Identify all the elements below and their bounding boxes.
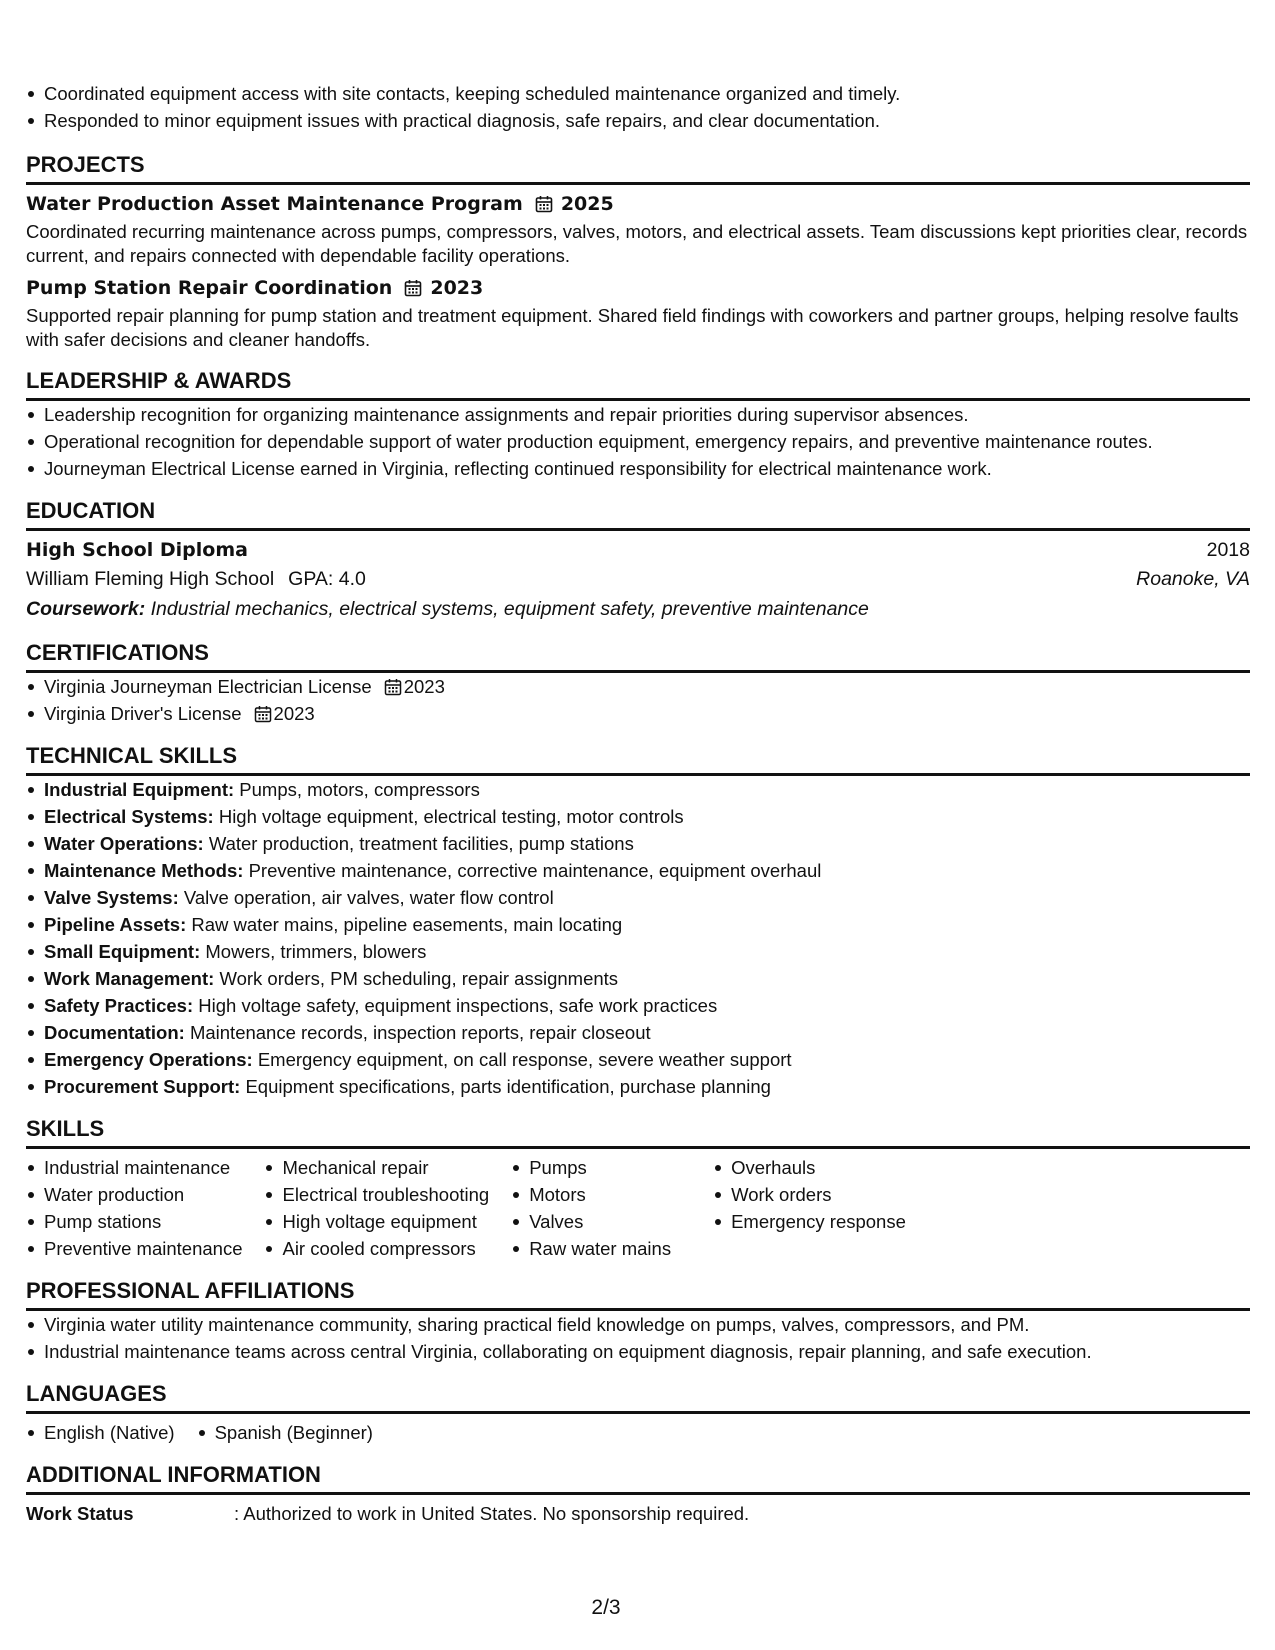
section-title-additional: ADDITIONAL INFORMATION bbox=[26, 1462, 1250, 1495]
skill-item: Pump stations bbox=[26, 1208, 242, 1235]
gpa: GPA: 4.0 bbox=[288, 568, 366, 590]
list-item: Operational recognition for dependable support of water production equipment, emergency repairs, and preventive maintenance routes. bbox=[26, 428, 1250, 455]
skills-column bbox=[264, 1154, 489, 1262]
projects-section bbox=[26, 190, 1250, 352]
project-name: Water Production Asset Maintenance Program bbox=[26, 193, 523, 215]
skill-category: Work Management: bbox=[44, 968, 215, 989]
skill-category: Maintenance Methods: bbox=[44, 860, 244, 881]
work-status-label: Work Status bbox=[26, 1503, 134, 1524]
project-heading bbox=[26, 190, 1250, 218]
technical-skill bbox=[26, 803, 1250, 830]
experience-bullet: Coordinated equipment access with site contacts, keeping scheduled maintenance organized and timely. bbox=[26, 80, 1250, 107]
certification-year: 2023 bbox=[403, 676, 445, 697]
resume-content bbox=[26, 80, 1250, 1527]
technical-skills-list bbox=[26, 776, 1250, 1100]
calendar-icon bbox=[254, 705, 272, 723]
skill-category: Water Operations: bbox=[44, 833, 204, 854]
skill-values: Valve operation, air valves, water flow control bbox=[183, 887, 554, 908]
skills-column bbox=[713, 1154, 906, 1262]
project-heading bbox=[26, 274, 1250, 302]
page-number: 2/3 bbox=[591, 1596, 621, 1619]
skill-item: Emergency response bbox=[713, 1208, 906, 1235]
skill-category: Emergency Operations: bbox=[44, 1049, 253, 1070]
graduation-year: 2018 bbox=[1206, 539, 1250, 561]
skill-values: Work orders, PM scheduling, repair assignments bbox=[219, 968, 619, 989]
certifications-list bbox=[26, 673, 1250, 727]
list-item: Leadership recognition for organizing maintenance assignments and repair priorities during supervisor absences. bbox=[26, 401, 1250, 428]
experience-bullet: Responded to minor equipment issues with practical diagnosis, safe repairs, and clear documentation. bbox=[26, 107, 1250, 134]
degree-name: High School Diploma bbox=[26, 539, 248, 561]
skill-item: Industrial maintenance bbox=[26, 1154, 242, 1181]
coursework bbox=[26, 594, 1250, 624]
project-name: Pump Station Repair Coordination bbox=[26, 277, 393, 299]
skill-values: Emergency equipment, on call response, severe weather support bbox=[257, 1049, 792, 1070]
skills-column bbox=[511, 1154, 671, 1262]
list-item: Journeyman Electrical License earned in Virginia, reflecting continued responsibility for electrical maintenance work. bbox=[26, 455, 1250, 482]
technical-skill bbox=[26, 857, 1250, 884]
skill-values: Mowers, trimmers, blowers bbox=[205, 941, 427, 962]
technical-skill bbox=[26, 965, 1250, 992]
skill-item: Work orders bbox=[713, 1181, 906, 1208]
technical-skill bbox=[26, 911, 1250, 938]
education-degree-row bbox=[26, 536, 1250, 565]
section-title-technical-skills: TECHNICAL SKILLS bbox=[26, 743, 1250, 776]
skill-item: High voltage equipment bbox=[264, 1208, 489, 1235]
section-title-education: EDUCATION bbox=[26, 498, 1250, 531]
technical-skill bbox=[26, 938, 1250, 965]
project-year: 2025 bbox=[560, 193, 614, 215]
technical-skill bbox=[26, 992, 1250, 1019]
skill-category: Procurement Support: bbox=[44, 1076, 241, 1097]
skill-item: Preventive maintenance bbox=[26, 1235, 242, 1262]
affiliations-list bbox=[26, 1311, 1250, 1365]
skill-category: Pipeline Assets: bbox=[44, 914, 187, 935]
skill-item: Overhauls bbox=[713, 1154, 906, 1181]
languages-row bbox=[26, 1419, 1250, 1446]
school-name-wrap bbox=[26, 565, 366, 594]
language-item: Spanish (Beginner) bbox=[197, 1419, 373, 1446]
work-status-row bbox=[26, 1500, 1250, 1527]
languages-list bbox=[26, 1419, 395, 1446]
certification-item bbox=[26, 673, 1250, 700]
skill-item: Water production bbox=[26, 1181, 242, 1208]
skill-values: Maintenance records, inspection reports, repair closeout bbox=[189, 1022, 651, 1043]
technical-skill bbox=[26, 1019, 1250, 1046]
project-description: Coordinated recurring maintenance across pumps, compressors, valves, motors, and electrical assets. Team discussions kept priorities clear, records current, and repairs connected with dependable facility operations. bbox=[26, 221, 1248, 266]
skill-values: Water production, treatment facilities, pump stations bbox=[208, 833, 634, 854]
calendar-icon bbox=[384, 678, 402, 696]
skill-values: Preventive maintenance, corrective maintenance, equipment overhaul bbox=[248, 860, 822, 881]
leadership-list bbox=[26, 401, 1250, 482]
project-description: Supported repair planning for pump station and treatment equipment. Shared field findings with coworkers and partner groups, helping resolve faults with safer decisions and cleaner handoffs. bbox=[26, 305, 1239, 350]
section-title-skills: SKILLS bbox=[26, 1116, 1250, 1149]
language-item: English (Native) bbox=[26, 1419, 175, 1446]
skill-category: Electrical Systems: bbox=[44, 806, 214, 827]
skills-column bbox=[26, 1154, 242, 1262]
education-section bbox=[26, 536, 1250, 624]
skill-values: Equipment specifications, parts identification, purchase planning bbox=[245, 1076, 771, 1097]
section-title-leadership: LEADERSHIP & AWARDS bbox=[26, 368, 1250, 401]
skill-category: Documentation: bbox=[44, 1022, 185, 1043]
skills-grid bbox=[26, 1154, 1250, 1262]
technical-skill bbox=[26, 1046, 1250, 1073]
section-title-affiliations: PROFESSIONAL AFFILIATIONS bbox=[26, 1278, 1250, 1311]
section-title-certifications: CERTIFICATIONS bbox=[26, 640, 1250, 673]
technical-skill bbox=[26, 1073, 1250, 1100]
skill-category: Valve Systems: bbox=[44, 887, 179, 908]
coursework-label: Coursework: bbox=[26, 598, 146, 620]
coursework-text: Industrial mechanics, electrical systems, equipment safety, preventive maintenance bbox=[150, 598, 869, 620]
technical-skill bbox=[26, 830, 1250, 857]
certification-year: 2023 bbox=[273, 703, 315, 724]
certification-name: Virginia Driver's License bbox=[44, 703, 242, 724]
skill-item: Air cooled compressors bbox=[264, 1235, 489, 1262]
skill-values: High voltage equipment, electrical testing, motor controls bbox=[218, 806, 684, 827]
skill-values: Pumps, motors, compressors bbox=[239, 779, 480, 800]
work-status-value: : Authorized to work in United States. No sponsorship required. bbox=[234, 1503, 750, 1524]
section-title-languages: LANGUAGES bbox=[26, 1381, 1250, 1414]
school-name: William Fleming High School bbox=[26, 568, 275, 590]
skill-item: Valves bbox=[511, 1208, 671, 1235]
skill-values: High voltage safety, equipment inspections, safe work practices bbox=[198, 995, 718, 1016]
certification-item bbox=[26, 700, 1250, 727]
skill-values: Raw water mains, pipeline easements, main locating bbox=[191, 914, 623, 935]
school-location: Roanoke, VA bbox=[1136, 568, 1250, 590]
skill-category: Small Equipment: bbox=[44, 941, 201, 962]
list-item: Virginia water utility maintenance community, sharing practical field knowledge on pumps, valves, compressors, and PM. bbox=[26, 1311, 1250, 1338]
education-school-row bbox=[26, 565, 1250, 594]
calendar-icon bbox=[535, 195, 553, 213]
skill-category: Industrial Equipment: bbox=[44, 779, 235, 800]
technical-skill bbox=[26, 776, 1250, 803]
skill-item: Raw water mains bbox=[511, 1235, 671, 1262]
skill-item: Mechanical repair bbox=[264, 1154, 489, 1181]
experience-bullets bbox=[26, 80, 1250, 134]
calendar-icon bbox=[404, 279, 422, 297]
project-year: 2023 bbox=[430, 277, 484, 299]
list-item: Industrial maintenance teams across central Virginia, collaborating on equipment diagnosis, repair planning, and safe execution. bbox=[26, 1338, 1250, 1365]
certification-name: Virginia Journeyman Electrician License bbox=[44, 676, 372, 697]
skill-item: Motors bbox=[511, 1181, 671, 1208]
skill-item: Pumps bbox=[511, 1154, 671, 1181]
skill-item: Electrical troubleshooting bbox=[264, 1181, 489, 1208]
skill-category: Safety Practices: bbox=[44, 995, 194, 1016]
section-title-projects: PROJECTS bbox=[26, 152, 1250, 185]
technical-skill bbox=[26, 884, 1250, 911]
